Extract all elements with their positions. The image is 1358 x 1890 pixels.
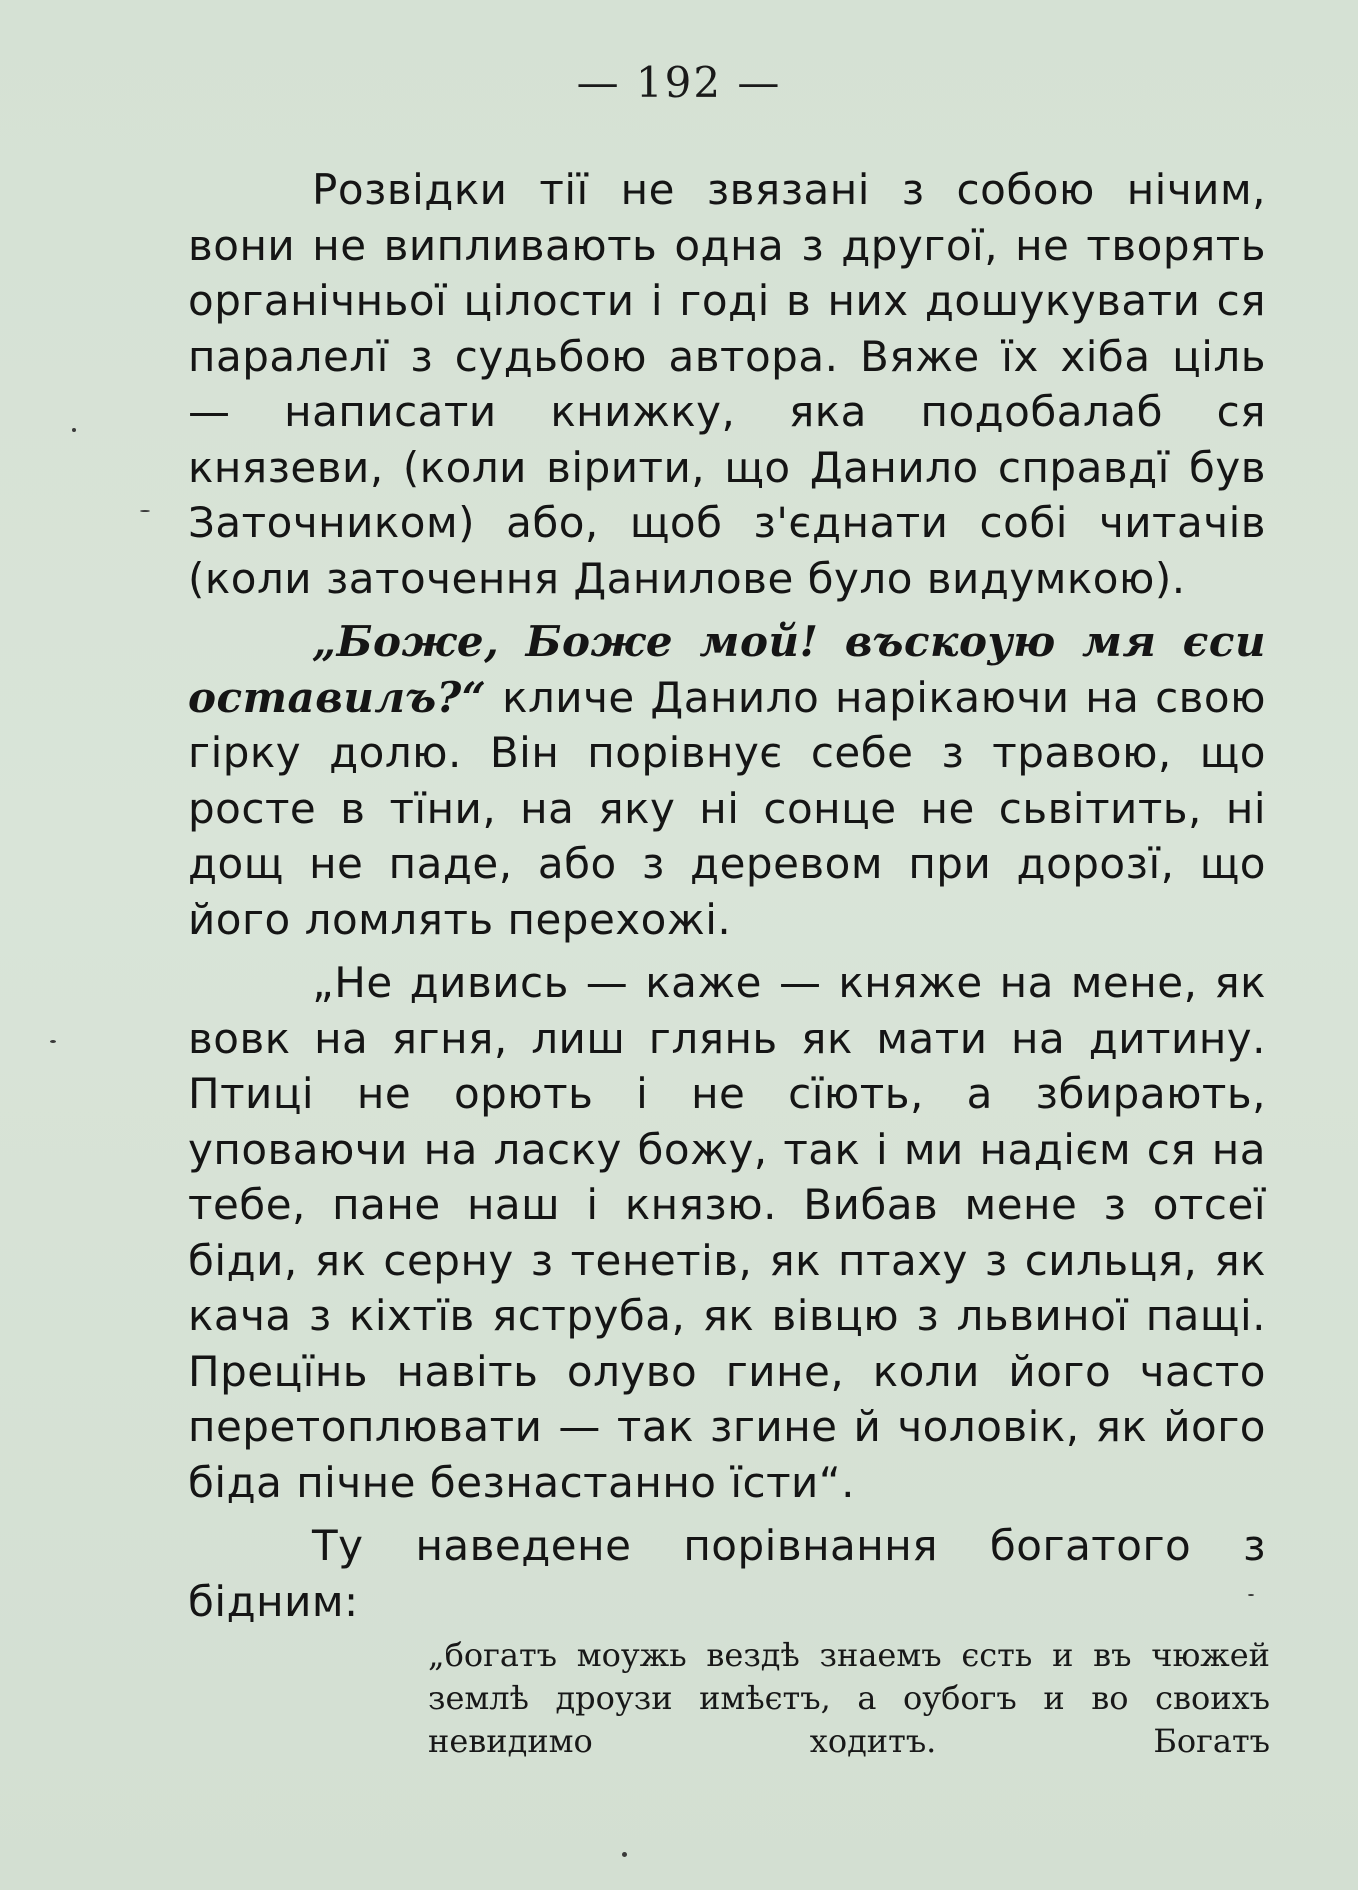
paragraph-4: Ту наведене порівнання богатого з бідним: [188, 1521, 1266, 1626]
margin-speck [140, 510, 150, 512]
paragraph-2-quote: „Боже, Боже мой! въскоую мя єси оставилъ?“ [188, 617, 1266, 722]
margin-speck [50, 1040, 56, 1043]
old-slavonic-quote: „богатъ моужь вездѣ знаемъ єсть и въ чюжей землѣ дроузи имѣєтъ, а оубогъ и во своихъ невидимо ходитъ. Богатъ [428, 1636, 1270, 1760]
paragraph-3: „Не дивись — каже — княже на мене, як вовк на ягня, лиш глянь як мати на дитину. Птиці не орють і не сїють, а збирають, уповаючи на ласку божу, так і ми надієм ся на тебе, пане наш і князю. Вибав мене з отсеї біди, як серну з тенетів, як птаху з сильця, як кача з кіхтїв яструба, як вівцю з львиної пащі. Прецїнь навіть олуво гине, коли його часто перетоплювати — так згине й чоловік, як його біда пічне безнастанно їсти“. [188, 958, 1266, 1507]
body-text [188, 162, 1266, 1637]
margin-speck [72, 428, 76, 432]
paragraph-1: Розвідки тії не звязані з собою нічим, вони не випливають одна з другої, не творять органічньої цілости і годі в них дошукувати ся паралелї з судьбою автора. Вяже їх хіба ціль — написати книжку, яка подобалаб ся князеви, (коли вірити, що Данило справдї був Заточником) або, щоб з'єднати собі читачів (коли заточення Данилове було видумкою). [188, 165, 1266, 603]
paragraph-2 [188, 614, 1266, 947]
margin-speck [1248, 1594, 1254, 1596]
page-number: — 192 — [576, 58, 782, 107]
margin-speck [622, 1852, 627, 1857]
paragraph-2-text: кличе Данило нарікаючи на свою гірку долю. Він порівнує себе з травою, що росте в тїни, на яку ні сонце не сьвітить, ні дощ не паде, або з деревом при дорозї, що його ломлять перехожі. [188, 672, 1266, 944]
